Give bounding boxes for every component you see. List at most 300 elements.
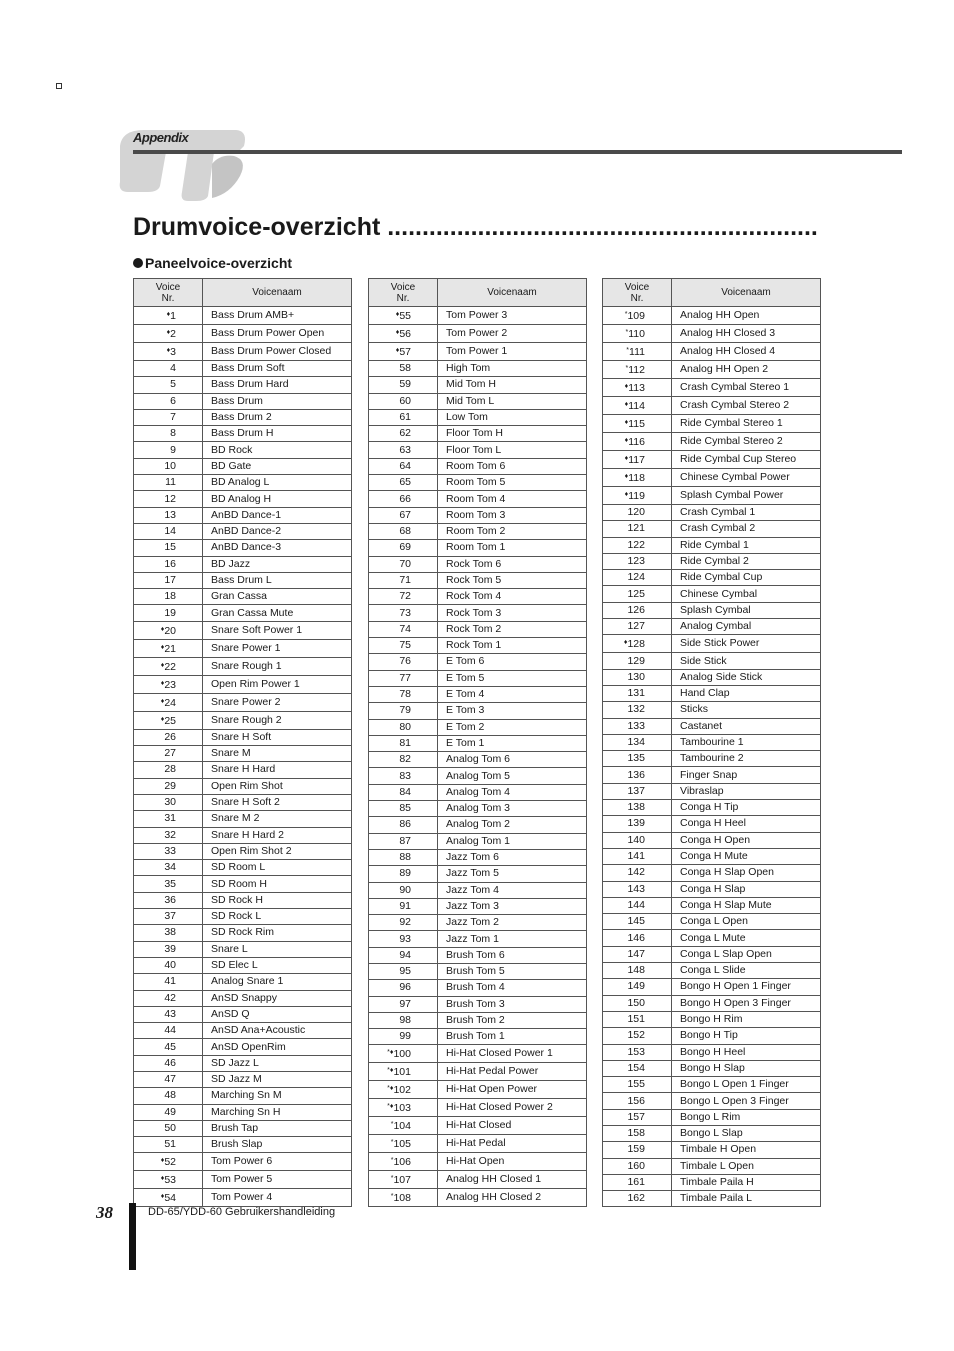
voice-number: ♦118 xyxy=(603,469,672,487)
table-row xyxy=(369,393,587,409)
table-row xyxy=(369,638,587,654)
table-row xyxy=(603,1174,821,1190)
voice-mark: ♦ xyxy=(160,1157,165,1165)
table-row xyxy=(369,507,587,523)
voice-number: 19 xyxy=(134,605,203,621)
voice-number: 60 xyxy=(369,393,438,409)
voice-name: Snare Soft Power 1 xyxy=(203,621,352,639)
voice-number: 123 xyxy=(603,553,672,569)
voice-number: 142 xyxy=(603,865,672,881)
table-row xyxy=(603,816,821,832)
voice-name: Brush Tom 2 xyxy=(438,1012,587,1028)
voice-mark: * xyxy=(625,365,629,372)
voice-name: SD Jazz L xyxy=(203,1055,352,1071)
table-row xyxy=(134,307,352,325)
voice-number: 11 xyxy=(134,475,203,491)
voice-name: Jazz Tom 6 xyxy=(438,849,587,865)
table-row xyxy=(603,914,821,930)
table-row xyxy=(603,537,821,553)
voice-name: Snare M xyxy=(203,746,352,762)
voice-number: 159 xyxy=(603,1142,672,1158)
voice-mark: ♦ xyxy=(160,643,165,651)
voice-mark: ♦ xyxy=(624,491,629,498)
voice-mark: ♦ xyxy=(160,1193,165,1201)
voice-name: Conga H Tip xyxy=(672,800,821,816)
voice-number: 156 xyxy=(603,1093,672,1109)
voice-number: *109 xyxy=(603,307,672,325)
table-row xyxy=(603,602,821,618)
voice-name: Brush Tom 3 xyxy=(438,996,587,1012)
voice-name: Analog Tom 1 xyxy=(438,833,587,849)
voice-number: 9 xyxy=(134,442,203,458)
table-row xyxy=(369,1189,587,1207)
voice-number: 16 xyxy=(134,556,203,572)
voice-number: 13 xyxy=(134,507,203,523)
voice-name: Jazz Tom 1 xyxy=(438,931,587,947)
header-voicename: Voicenaam xyxy=(672,279,821,307)
voice-number: 137 xyxy=(603,783,672,799)
voice-name: Conga L Open xyxy=(672,914,821,930)
table-row xyxy=(369,882,587,898)
voice-mark: * xyxy=(390,1139,394,1147)
voice-number: 17 xyxy=(134,572,203,588)
voice-number: *♦103 xyxy=(369,1099,438,1117)
voice-number: 58 xyxy=(369,361,438,377)
header-voice-nr: Voice Nr. xyxy=(603,279,672,307)
voice-number: ♦25 xyxy=(134,711,203,729)
voice-number: 162 xyxy=(603,1191,672,1207)
table-row xyxy=(369,931,587,947)
voice-name: SD Rock L xyxy=(203,909,352,925)
table-row xyxy=(134,1088,352,1104)
voice-name: Hi-Hat Pedal Power xyxy=(438,1063,587,1081)
voice-name: Analog HH Open 2 xyxy=(672,361,821,379)
voice-mark: ♦ xyxy=(160,1175,165,1183)
voice-number: 158 xyxy=(603,1125,672,1141)
voice-name: Conga L Slide xyxy=(672,963,821,979)
voice-mark: * xyxy=(390,1157,394,1165)
table-row xyxy=(134,657,352,675)
voice-name: Analog HH Open xyxy=(672,307,821,325)
table-row xyxy=(369,491,587,507)
voice-name: Brush Tom 6 xyxy=(438,947,587,963)
voice-name: Hi-Hat Pedal xyxy=(438,1135,587,1153)
voice-number: 4 xyxy=(134,361,203,377)
header-voice-nr: Voice Nr. xyxy=(369,279,438,307)
voice-number: 77 xyxy=(369,670,438,686)
voice-mark: ♦ xyxy=(624,455,629,462)
table-row xyxy=(603,669,821,685)
table-row xyxy=(603,397,821,415)
table-row xyxy=(369,475,587,491)
voice-number: 145 xyxy=(603,914,672,930)
table-row xyxy=(134,843,352,859)
voice-mark: *♦ xyxy=(387,1067,394,1075)
voice-number: 148 xyxy=(603,963,672,979)
voice-table-2 xyxy=(368,278,587,1207)
voice-name: Bass Drum Power Open xyxy=(203,325,352,343)
table-row xyxy=(603,307,821,325)
voice-name: Analog Side Stick xyxy=(672,669,821,685)
voice-table-3 xyxy=(602,278,821,1207)
page-title: Drumvoice-overzicht .............................................................. xyxy=(133,213,818,241)
table-row xyxy=(369,1117,587,1135)
voice-name: Bongo H Open 3 Finger xyxy=(672,995,821,1011)
voice-number: 98 xyxy=(369,1012,438,1028)
voice-mark: ♦ xyxy=(160,661,165,669)
voice-name: AnBD Dance-3 xyxy=(203,540,352,556)
voice-name: Marching Sn M xyxy=(203,1088,352,1104)
voice-number: ♦119 xyxy=(603,487,672,505)
crop-mark xyxy=(56,83,62,89)
voice-name: Rock Tom 2 xyxy=(438,621,587,637)
voice-number: 132 xyxy=(603,702,672,718)
table-row xyxy=(369,589,587,605)
voice-number: 63 xyxy=(369,442,438,458)
table-row xyxy=(369,458,587,474)
voice-name: Vibraslap xyxy=(672,783,821,799)
voice-number: ♦128 xyxy=(603,635,672,653)
table-row xyxy=(134,1189,352,1207)
voice-number: 155 xyxy=(603,1077,672,1093)
voice-name: Tom Power 2 xyxy=(438,325,587,343)
subtitle-text: Paneelvoice-overzicht xyxy=(145,255,293,271)
table-row xyxy=(369,307,587,325)
table-row xyxy=(603,1158,821,1174)
voice-mark: ♦ xyxy=(395,329,400,336)
voice-number: ♦53 xyxy=(134,1171,203,1189)
voice-number: 135 xyxy=(603,751,672,767)
voice-number: 131 xyxy=(603,685,672,701)
voice-number: 31 xyxy=(134,811,203,827)
voice-number: 139 xyxy=(603,816,672,832)
voice-number: 32 xyxy=(134,827,203,843)
voice-number: 149 xyxy=(603,979,672,995)
voice-number: 96 xyxy=(369,980,438,996)
bullet-icon xyxy=(133,258,143,268)
table-row xyxy=(369,703,587,719)
voice-number: 37 xyxy=(134,909,203,925)
voice-name: Snare Rough 2 xyxy=(203,711,352,729)
voice-number: 157 xyxy=(603,1109,672,1125)
voice-name: Bongo L Rim xyxy=(672,1109,821,1125)
voice-name: Timbale H Open xyxy=(672,1142,821,1158)
table-row xyxy=(603,415,821,433)
voice-name: Jazz Tom 2 xyxy=(438,915,587,931)
voice-name: Bongo H Slap xyxy=(672,1060,821,1076)
table-row xyxy=(603,361,821,379)
table-row xyxy=(603,379,821,397)
table-row xyxy=(134,426,352,442)
voice-name: Bongo L Open 3 Finger xyxy=(672,1093,821,1109)
voice-name: E Tom 1 xyxy=(438,735,587,751)
table-row xyxy=(603,832,821,848)
voice-name: Ride Cymbal 2 xyxy=(672,553,821,569)
table-row xyxy=(603,848,821,864)
table-row xyxy=(134,1137,352,1153)
table-row xyxy=(369,784,587,800)
voice-number: 5 xyxy=(134,377,203,393)
table-row xyxy=(134,1071,352,1087)
voice-number: 125 xyxy=(603,586,672,602)
voice-number: 89 xyxy=(369,866,438,882)
voice-number: 99 xyxy=(369,1029,438,1045)
voice-mark: * xyxy=(390,1175,394,1183)
voice-number: 136 xyxy=(603,767,672,783)
voice-number: 29 xyxy=(134,778,203,794)
voice-name: Rock Tom 5 xyxy=(438,572,587,588)
voice-name: Analog Tom 5 xyxy=(438,768,587,784)
table-row xyxy=(134,778,352,794)
voice-name: Snare H Hard xyxy=(203,762,352,778)
voice-number: 43 xyxy=(134,1006,203,1022)
table-row xyxy=(603,487,821,505)
voice-number: 47 xyxy=(134,1071,203,1087)
voice-name: Brush Slap xyxy=(203,1137,352,1153)
table-row xyxy=(134,589,352,605)
voice-number: 39 xyxy=(134,941,203,957)
table-row xyxy=(134,1104,352,1120)
voice-name: Tom Power 3 xyxy=(438,307,587,325)
voice-mark: *♦ xyxy=(387,1085,394,1093)
voice-number: ♦56 xyxy=(369,325,438,343)
voice-number: *♦100 xyxy=(369,1045,438,1063)
voice-name: Conga L Mute xyxy=(672,930,821,946)
table-row xyxy=(369,409,587,425)
voice-name: Bongo H Open 1 Finger xyxy=(672,979,821,995)
table-row xyxy=(369,377,587,393)
table-row xyxy=(603,1125,821,1141)
table-row xyxy=(603,619,821,635)
table-row xyxy=(134,729,352,745)
table-row xyxy=(603,570,821,586)
voice-name: Analog Cymbal xyxy=(672,619,821,635)
table-row xyxy=(369,849,587,865)
table-row xyxy=(134,827,352,843)
voice-name: Analog Tom 6 xyxy=(438,752,587,768)
voice-number: 83 xyxy=(369,768,438,784)
table-row xyxy=(134,675,352,693)
voice-number: ♦115 xyxy=(603,415,672,433)
voice-number: 95 xyxy=(369,963,438,979)
voice-name: Hi-Hat Open xyxy=(438,1153,587,1171)
voice-number: 28 xyxy=(134,762,203,778)
table-row xyxy=(603,734,821,750)
voice-name: Snare M 2 xyxy=(203,811,352,827)
voice-number: 87 xyxy=(369,833,438,849)
table-row xyxy=(134,605,352,621)
voice-number: 51 xyxy=(134,1137,203,1153)
table-row xyxy=(603,433,821,451)
table-row xyxy=(134,794,352,810)
voice-number: 45 xyxy=(134,1039,203,1055)
voice-number: 14 xyxy=(134,523,203,539)
voice-name: Crash Cymbal Stereo 1 xyxy=(672,379,821,397)
table-row xyxy=(369,1153,587,1171)
voice-number: 73 xyxy=(369,605,438,621)
voice-name: Ride Cymbal Cup xyxy=(672,570,821,586)
table-row xyxy=(603,635,821,653)
voice-mark: ♦ xyxy=(160,715,165,723)
voice-name: Jazz Tom 3 xyxy=(438,898,587,914)
voice-number: 50 xyxy=(134,1120,203,1136)
table-row xyxy=(134,639,352,657)
voice-name: Room Tom 4 xyxy=(438,491,587,507)
voice-number: 76 xyxy=(369,654,438,670)
voice-table-1 xyxy=(133,278,352,1207)
voice-number: 134 xyxy=(603,734,672,750)
table-row xyxy=(134,442,352,458)
voice-name: Hi-Hat Closed xyxy=(438,1117,587,1135)
table-row xyxy=(603,783,821,799)
voice-number: 78 xyxy=(369,686,438,702)
voice-number: 42 xyxy=(134,990,203,1006)
voice-number: 74 xyxy=(369,621,438,637)
voice-name: Bongo H Rim xyxy=(672,1011,821,1027)
voice-number: *104 xyxy=(369,1117,438,1135)
voice-name: Ride Cymbal Stereo 2 xyxy=(672,433,821,451)
table-row xyxy=(603,881,821,897)
voice-number: 75 xyxy=(369,638,438,654)
manual-title: DD-65/YDD-60 Gebruikershandleiding xyxy=(148,1206,336,1218)
voice-number: 41 xyxy=(134,974,203,990)
voice-number: ♦20 xyxy=(134,621,203,639)
voice-name: Bass Drum H xyxy=(203,426,352,442)
header-rule xyxy=(133,150,902,154)
table-row xyxy=(369,1135,587,1153)
table-row xyxy=(603,451,821,469)
voice-name: Room Tom 3 xyxy=(438,507,587,523)
voice-number: 70 xyxy=(369,556,438,572)
voice-number: 62 xyxy=(369,426,438,442)
voice-number: 69 xyxy=(369,540,438,556)
voice-name: BD Analog H xyxy=(203,491,352,507)
table-row xyxy=(603,1028,821,1044)
table-row xyxy=(134,990,352,1006)
voice-name: Hand Clap xyxy=(672,685,821,701)
table-row xyxy=(134,393,352,409)
voice-name: Sticks xyxy=(672,702,821,718)
voice-name: Rock Tom 6 xyxy=(438,556,587,572)
voice-number: 124 xyxy=(603,570,672,586)
table-row xyxy=(603,995,821,1011)
voice-name: Open Rim Shot xyxy=(203,778,352,794)
voice-name: Snare Rough 1 xyxy=(203,657,352,675)
voice-number: 10 xyxy=(134,458,203,474)
table-row xyxy=(369,817,587,833)
voice-name: Snare H Hard 2 xyxy=(203,827,352,843)
table-row xyxy=(369,980,587,996)
table-row xyxy=(134,957,352,973)
voice-number: 91 xyxy=(369,898,438,914)
voice-mark: ♦ xyxy=(160,625,165,633)
table-row xyxy=(134,693,352,711)
voice-name: Floor Tom H xyxy=(438,426,587,442)
voice-name: Chinese Cymbal xyxy=(672,586,821,602)
table-row xyxy=(603,946,821,962)
table-row xyxy=(603,800,821,816)
voice-name: Open Rim Shot 2 xyxy=(203,843,352,859)
subtitle xyxy=(133,255,292,271)
voice-name: Ride Cymbal Cup Stereo xyxy=(672,451,821,469)
table-row xyxy=(369,1029,587,1045)
voice-name: Mid Tom L xyxy=(438,393,587,409)
table-row xyxy=(369,996,587,1012)
voice-number: 93 xyxy=(369,931,438,947)
voice-name: Analog HH Closed 3 xyxy=(672,325,821,343)
voice-number: *110 xyxy=(603,325,672,343)
voice-number: 122 xyxy=(603,537,672,553)
voice-name: Room Tom 6 xyxy=(438,458,587,474)
voice-number: 33 xyxy=(134,843,203,859)
voice-mark: ♦ xyxy=(160,679,165,687)
voice-number: 65 xyxy=(369,475,438,491)
voice-name: Finger Snap xyxy=(672,767,821,783)
table-row xyxy=(134,458,352,474)
table-row xyxy=(603,1142,821,1158)
voice-name: Open Rim Power 1 xyxy=(203,675,352,693)
table-row xyxy=(603,521,821,537)
table-row xyxy=(603,1060,821,1076)
voice-name: Hi-Hat Closed Power 1 xyxy=(438,1045,587,1063)
table-row xyxy=(369,1063,587,1081)
voice-name: AnBD Dance-1 xyxy=(203,507,352,523)
table-row xyxy=(369,833,587,849)
voice-name: Conga H Heel xyxy=(672,816,821,832)
voice-number: 161 xyxy=(603,1174,672,1190)
table-row xyxy=(134,1171,352,1189)
voice-name: BD Analog L xyxy=(203,475,352,491)
table-row xyxy=(369,1099,587,1117)
voice-mark: ♦ xyxy=(395,347,400,354)
table-row xyxy=(369,801,587,817)
table-row xyxy=(134,974,352,990)
voice-name: Brush Tom 1 xyxy=(438,1029,587,1045)
voice-number: ♦52 xyxy=(134,1153,203,1171)
table-row xyxy=(134,811,352,827)
voice-name: Snare L xyxy=(203,941,352,957)
voice-name: E Tom 3 xyxy=(438,703,587,719)
voice-name: Timbale Paila L xyxy=(672,1191,821,1207)
voice-name: Conga H Open xyxy=(672,832,821,848)
table-row xyxy=(134,711,352,729)
table-row xyxy=(134,491,352,507)
header-voicename: Voicenaam xyxy=(203,279,352,307)
table-row xyxy=(134,1023,352,1039)
table-row xyxy=(134,892,352,908)
table-row xyxy=(603,979,821,995)
voice-number: ♦54 xyxy=(134,1189,203,1207)
table-row xyxy=(369,963,587,979)
voice-number: 30 xyxy=(134,794,203,810)
voice-mark: * xyxy=(626,347,630,354)
voice-name: Bass Drum Power Closed xyxy=(203,343,352,361)
voice-number: 71 xyxy=(369,572,438,588)
voice-number: 138 xyxy=(603,800,672,816)
voice-name: Snare H Soft xyxy=(203,729,352,745)
table-row xyxy=(369,915,587,931)
table-row xyxy=(134,860,352,876)
voice-mark: ♦ xyxy=(624,401,629,408)
voice-name: Room Tom 1 xyxy=(438,540,587,556)
voice-name: Conga H Slap Open xyxy=(672,865,821,881)
voice-name: Analog Tom 2 xyxy=(438,817,587,833)
voice-name: SD Room L xyxy=(203,860,352,876)
voice-number: 67 xyxy=(369,507,438,523)
voice-number: 141 xyxy=(603,848,672,864)
table-row xyxy=(369,540,587,556)
voice-name: Analog Tom 3 xyxy=(438,801,587,817)
